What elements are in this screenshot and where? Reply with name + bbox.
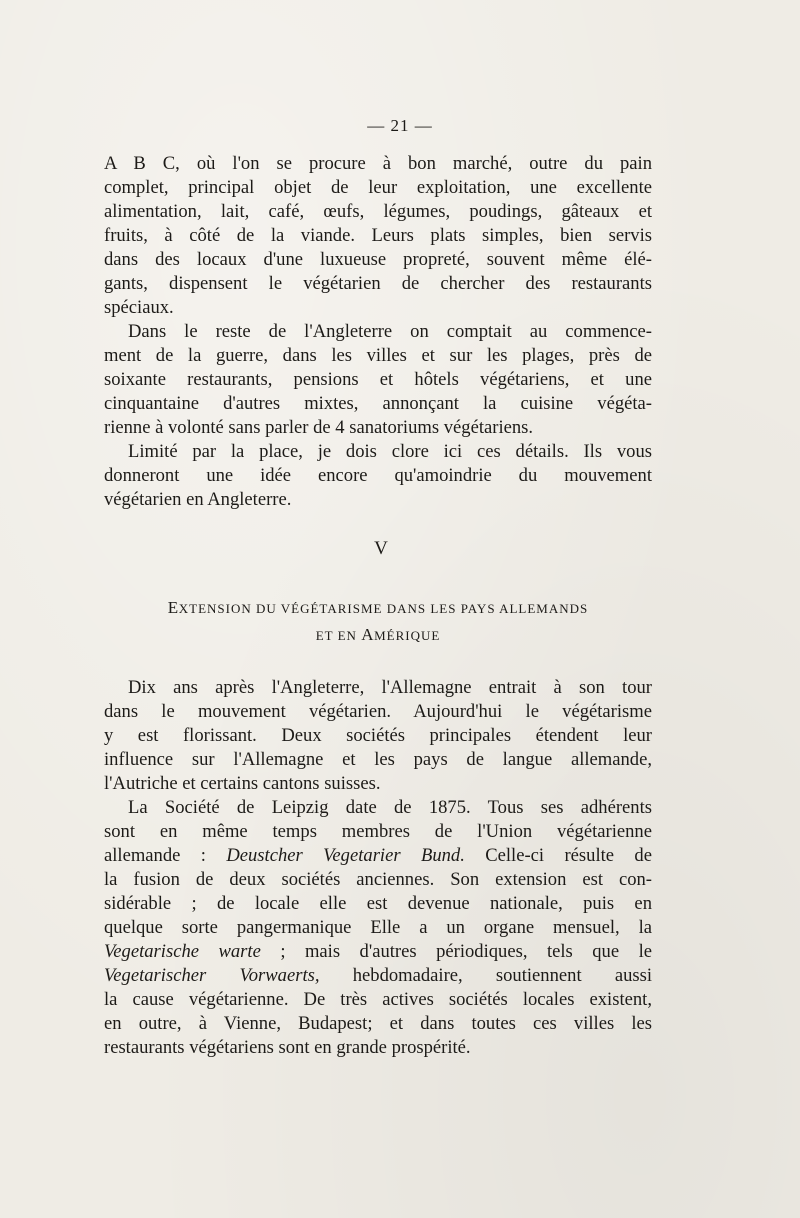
- paragraph: [104, 320, 652, 440]
- text-line: quelque sorte pangermanique Elle a un organe mensuel, la: [104, 917, 652, 938]
- periodical-title: Deustcher Vegetarier Bund.: [226, 845, 465, 866]
- text-line: rienne à volonté sans parler de 4 sanatoriums végétariens.: [104, 417, 534, 438]
- text-line: Dix ans après l'Angleterre, l'Allemagne entrait à son tour: [128, 677, 652, 698]
- text-line: l'Autriche et certains cantons suisses.: [104, 773, 381, 794]
- text-line: fruits, à côté de la viande. Leurs plats simples, bien servis: [104, 225, 652, 246]
- text-line: ment de la guerre, dans les villes et sur les plages, près de: [104, 345, 652, 366]
- section-numeral: V: [374, 538, 388, 559]
- text-line: alimentation, lait, café, œufs, légumes, poudings, gâteaux et: [104, 201, 652, 222]
- section-heading: [104, 595, 652, 649]
- paragraph: [104, 152, 652, 320]
- text-line: sidérable ; de locale elle est devenue nationale, puis en: [104, 893, 652, 914]
- heading-initial: E: [167, 598, 179, 617]
- section-heading-line: [104, 622, 652, 649]
- paragraph: [104, 440, 652, 512]
- text-run: allemande :: [104, 845, 227, 866]
- paragraph: [104, 676, 652, 796]
- text-line: y est florissant. Deux sociétés principales étendent leur: [104, 725, 652, 746]
- text-line: donneront une idée encore qu'amoindrie du mouvement: [104, 465, 652, 486]
- text-line: [104, 964, 652, 988]
- text-line: végétarien en Angleterre.: [104, 489, 292, 510]
- text-line: Dans le reste de l'Angleterre on comptait au commence-: [128, 321, 652, 342]
- text-run: ; mais d'autres périodiques, tels que le: [260, 941, 652, 962]
- text-line: en outre, à Vienne, Budapest; et dans toutes ces villes les: [104, 1013, 652, 1034]
- text-line: complet, principal objet de leur exploitation, une excellente: [104, 177, 652, 198]
- text-line: A B C, où l'on se procure à bon marché, outre du pain: [104, 153, 652, 174]
- heading-text: MÉRIQUE: [374, 628, 441, 643]
- text-line: gants, dispensent le végétarien de chercher des restaurants: [104, 273, 652, 294]
- text-line: cinquantaine d'autres mixtes, annonçant la cuisine végéta-: [104, 393, 652, 414]
- section-heading-line: [104, 595, 652, 622]
- text-run: hebdomadaire, soutiennent aussi: [319, 965, 653, 986]
- periodical-title: Vegetarische warte: [104, 941, 261, 962]
- paragraph: [104, 796, 652, 1060]
- text-line: [104, 940, 652, 964]
- heading-initial: A: [361, 625, 375, 644]
- text-line: dans des locaux d'une luxueuse propreté, souvent même élé-: [104, 249, 652, 270]
- text-line: restaurants végétariens sont en grande prospérité.: [104, 1037, 471, 1058]
- text-block-germany: [104, 676, 652, 1060]
- text-line: [104, 844, 652, 868]
- text-run: Celle-ci résulte de: [464, 845, 652, 866]
- periodical-title: Vegetarischer Vorwaerts,: [104, 965, 320, 986]
- text-line: la fusion de deux sociétés anciennes. Son extension est con-: [104, 869, 652, 890]
- text-line: la cause végétarienne. De très actives sociétés locales existent,: [104, 989, 652, 1010]
- page-number: — 21 —: [367, 116, 433, 135]
- heading-text: ET EN: [315, 628, 362, 643]
- text-line: soixante restaurants, pensions et hôtels végétariens, et une: [104, 369, 652, 390]
- text-line: dans le mouvement végétarien. Aujourd'hui le végétarisme: [104, 701, 652, 722]
- text-line: sont en même temps membres de l'Union végétarienne: [104, 821, 652, 842]
- heading-text: XTENSION DU VÉGÉTARISME DANS LES PAYS ALLEMANDS: [178, 601, 589, 616]
- text-line: La Société de Leipzig date de 1875. Tous ses adhérents: [128, 797, 652, 818]
- text-line: Limité par la place, je dois clore ici ces détails. Ils vous: [128, 441, 652, 462]
- text-line: influence sur l'Allemagne et les pays de langue allemande,: [104, 749, 652, 770]
- text-line: spéciaux.: [104, 297, 174, 318]
- text-block-england: [104, 152, 652, 512]
